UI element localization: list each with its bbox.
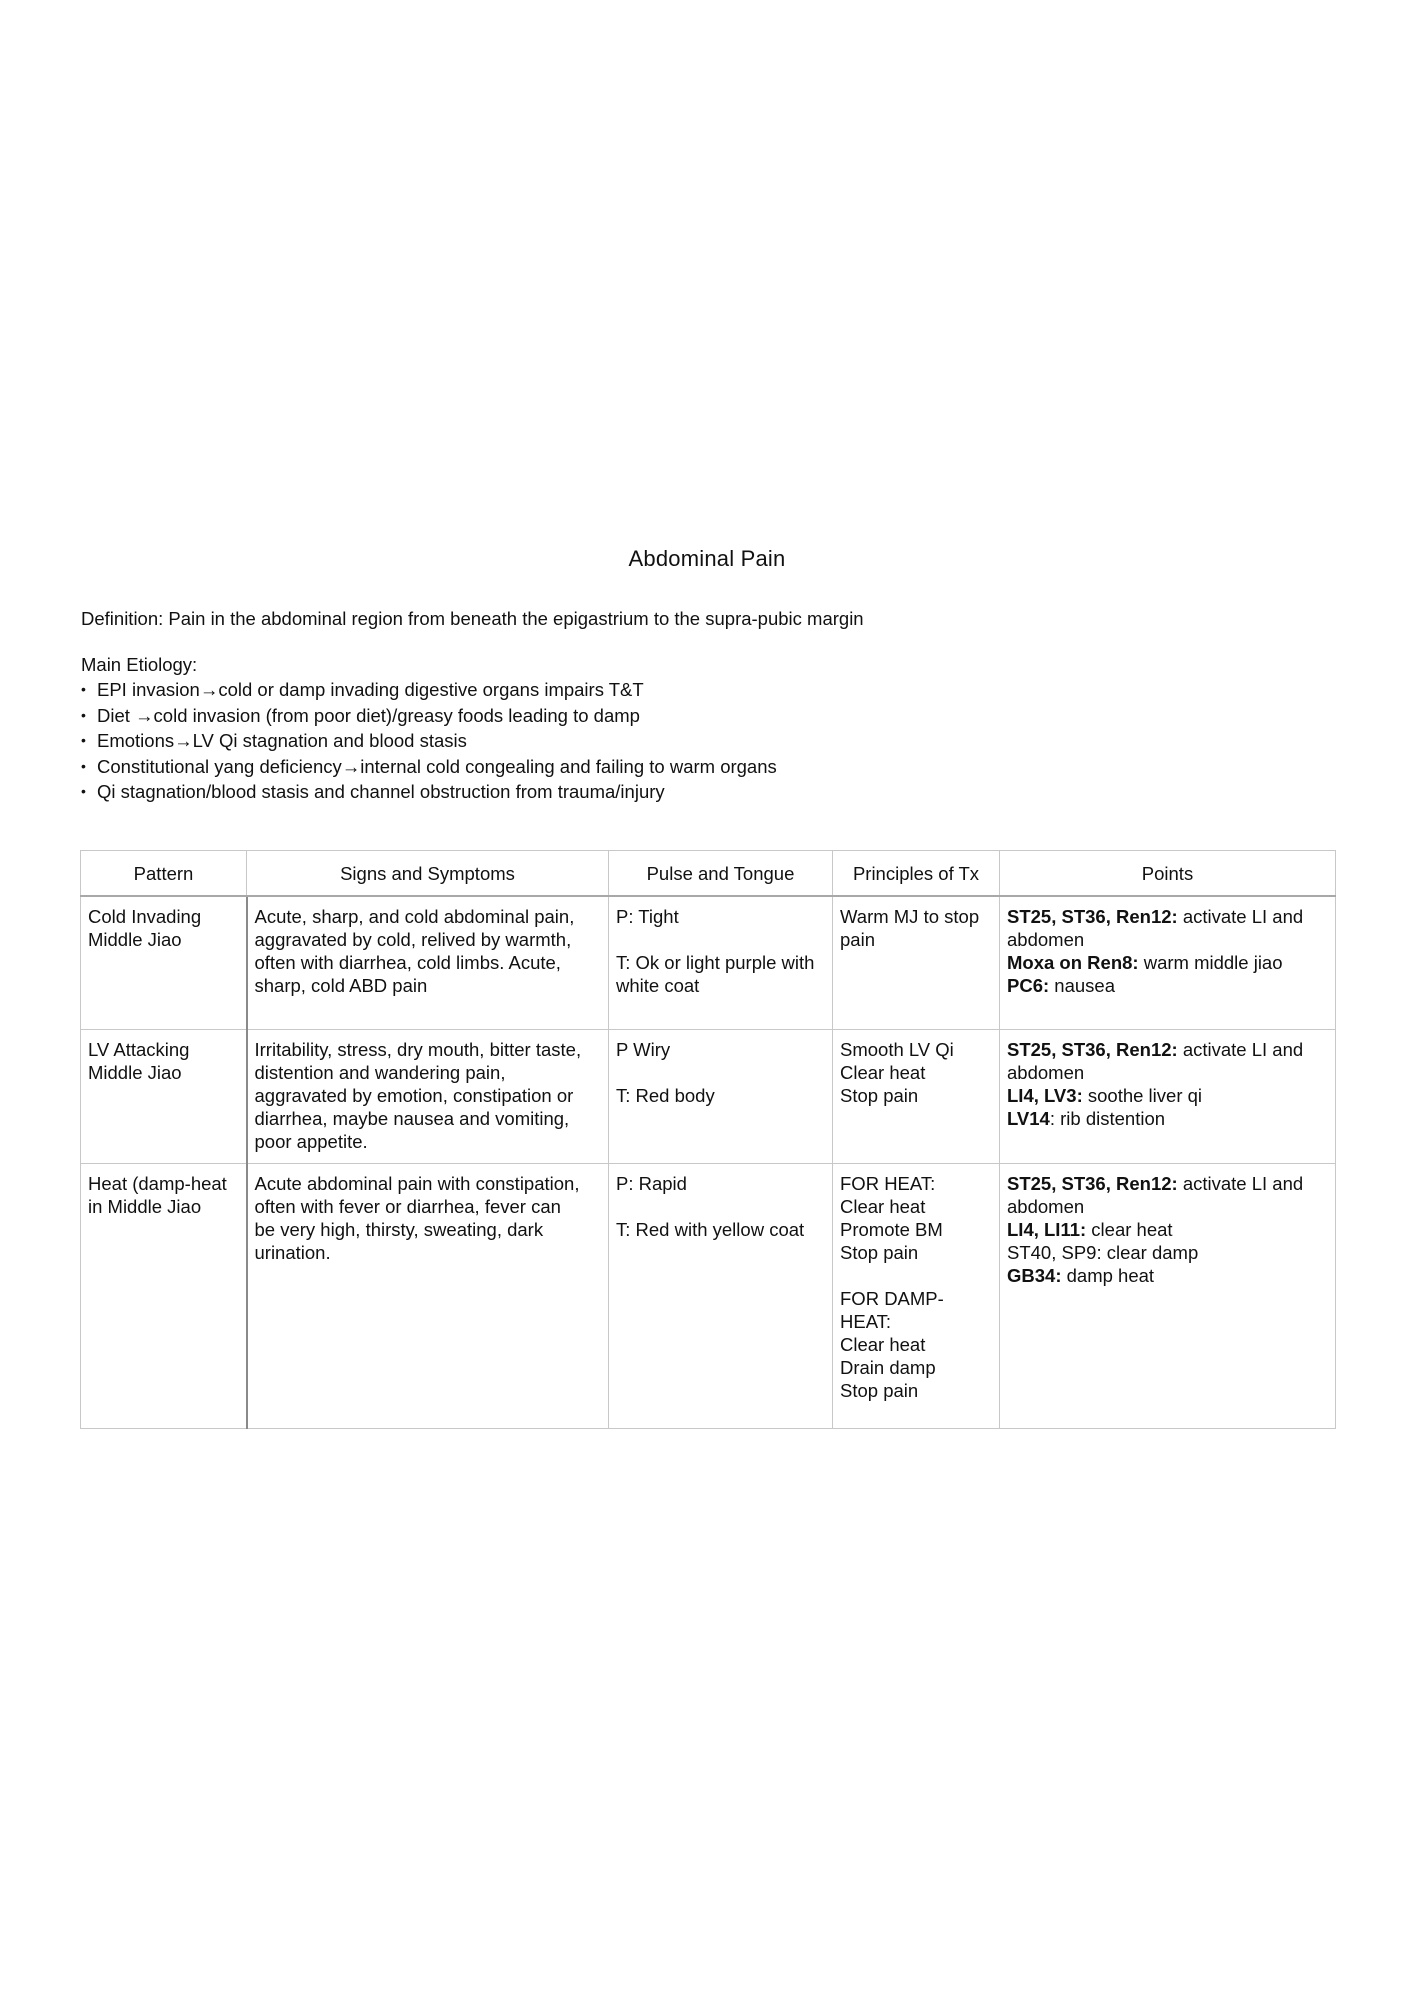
treatment-table [80,850,1336,1429]
principles-cell: Smooth LV Qi Clear heat Stop pain [833,1030,1000,1164]
table-row [81,896,1336,1030]
header-pulse: Pulse and Tongue [609,851,833,897]
table-row [81,1164,1336,1429]
points-cell: ST25, ST36, Ren12: activate LI and abdomen LI4, LI11: clear heat ST40, SP9: clear damp GB34: damp heat [1000,1164,1336,1429]
pattern-cell: LV Attacking Middle Jiao [81,1030,247,1164]
points-cell: ST25, ST36, Ren12: activate LI and abdomen Moxa on Ren8: warm middle jiao PC6: nausea [1000,896,1336,1030]
etiology-item: • Diet →cold invasion (from poor diet)/greasy foods leading to damp [81,703,777,729]
etiology-heading: Main Etiology: [81,654,198,675]
pulse-tongue-cell: P: Tight T: Ok or light purple with white coat [609,896,833,1030]
definition-text: Definition: Pain in the abdominal region from beneath the epigastrium to the supra-pubic margin [81,608,864,629]
header-principles: Principles of Tx [833,851,1000,897]
page-title: Abdominal Pain [628,546,786,571]
bullet-icon: • [81,706,86,723]
signs-cell: Acute abdominal pain with constipation, often with fever or diarrhea, fever can be very high, thirsty, sweating, dark urination. [247,1164,609,1429]
header-pattern: Pattern [81,851,247,897]
etiology-list [81,677,777,805]
bullet-icon: • [81,681,86,697]
signs-cell: Acute, sharp, and cold abdominal pain, aggravated by cold, relived by warmth, often with diarrhea, cold limbs. Acute, sharp, cold ABD pain [247,896,609,1030]
table-header-row [81,851,1336,897]
header-signs: Signs and Symptoms [247,851,609,897]
principles-cell: FOR HEAT: Clear heat Promote BM Stop pain FOR DAMP- HEAT: Clear heat Drain damp Stop pain [833,1164,1000,1429]
etiology-item: • Qi stagnation/blood stasis and channel obstruction from trauma/injury [81,779,777,805]
pulse-tongue-cell: P Wiry T: Red body [609,1030,833,1164]
etiology-item: • Emotions→LV Qi stagnation and blood stasis [81,728,777,754]
etiology-item: • Constitutional yang deficiency→internal cold congealing and failing to warm organs [81,754,777,780]
principles-cell: Warm MJ to stop pain [833,896,1000,1030]
table-row [81,1030,1336,1164]
header-points: Points [1000,851,1336,897]
signs-cell: Irritability, stress, dry mouth, bitter taste, distention and wandering pain, aggravated by emotion, constipation or diarrhea, maybe nausea and vomiting, poor appetite. [247,1030,609,1164]
bullet-icon: • [81,757,86,774]
points-cell: ST25, ST36, Ren12: activate LI and abdomen LI4, LV3: soothe liver qi LV14: rib distention [1000,1030,1336,1164]
etiology-item: • EPI invasion→cold or damp invading digestive organs impairs T&T [81,677,777,703]
pattern-cell: Cold Invading Middle Jiao [81,896,247,1030]
bullet-icon: • [81,732,86,749]
bullet-icon: • [81,783,86,800]
pattern-cell: Heat (damp-heat in Middle Jiao [81,1164,247,1429]
pulse-tongue-cell: P: Rapid T: Red with yellow coat [609,1164,833,1429]
